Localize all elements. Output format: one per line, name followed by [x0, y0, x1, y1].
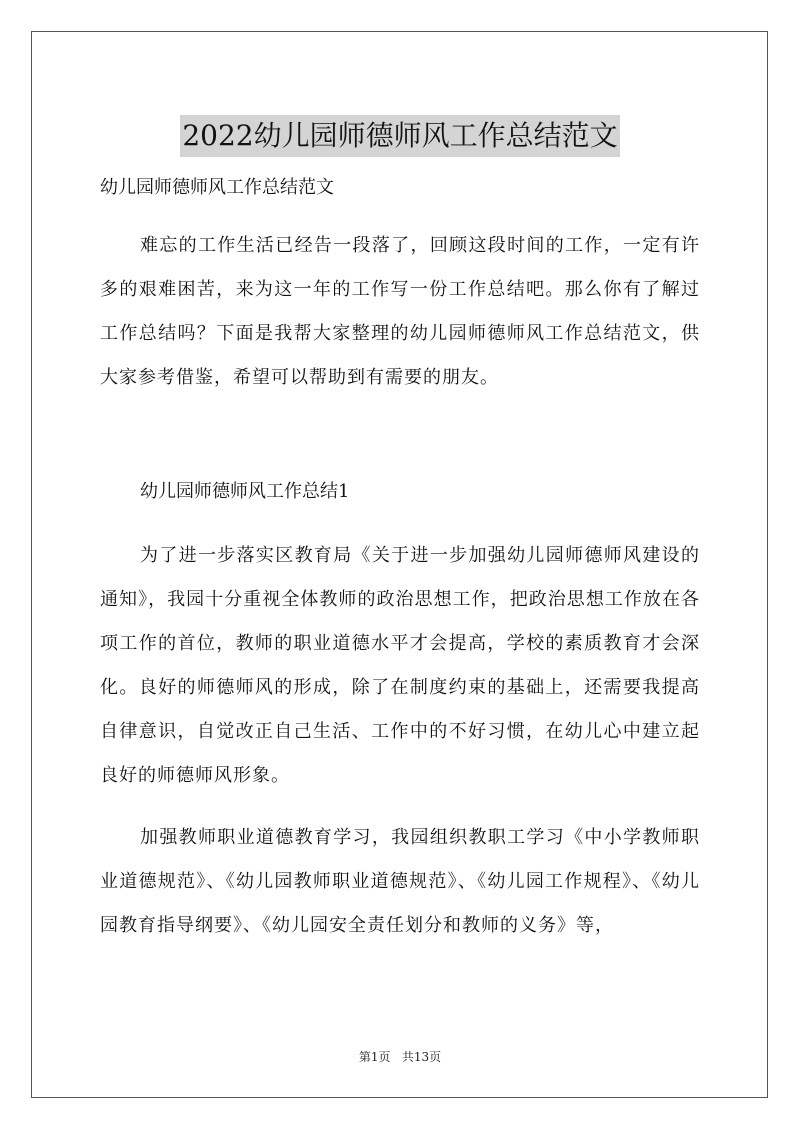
body-paragraph: 加强教师职业道德教育学习，我园组织教职工学习《中小学教师职业道德规范》、《幼儿园教师职业道德规范》、《幼儿园工作规程》、《幼儿园教育指导纲要》、《幼儿园安全责任划分和教师的义务》等，: [100, 827, 700, 936]
page-number: 第1页 共13页: [358, 1050, 442, 1064]
title-container: [0, 96, 800, 176]
body-paragraph: 为了进一步落实区教育局《关于进一步加强幼儿园师德师风建设的通知》，我园十分重视全体教师的政治思想工作，把政治思想工作放在各项工作的首位，教师的职业道德水平才会提高，学校的素质教育才会深化。良好的师德师风的形成，除了在制度约束的基础上，还需要我提高自律意识，自觉改正自己生活、工作中的不好习惯，在幼儿心中建立起良好的师德师风形象。: [100, 545, 700, 786]
document-body: [100, 170, 700, 948]
section-heading: 幼儿园师德师风工作总结1: [140, 481, 350, 502]
document-title: 2022幼儿园师德师风工作总结范文: [180, 115, 619, 157]
page-footer: [0, 1048, 800, 1065]
document-subtitle: 幼儿园师德师风工作总结范文: [100, 177, 334, 198]
intro-paragraph: 难忘的工作生活已经告一段落了，回顾这段时间的工作，一定有许多的艰难困苦，来为这一年的工作写一份工作总结吧。那么你有了解过工作总结吗？下面是我帮大家整理的幼儿园师德师风工作总结范文，供大家参考借鉴，希望可以帮助到有需要的朋友。: [100, 235, 700, 388]
